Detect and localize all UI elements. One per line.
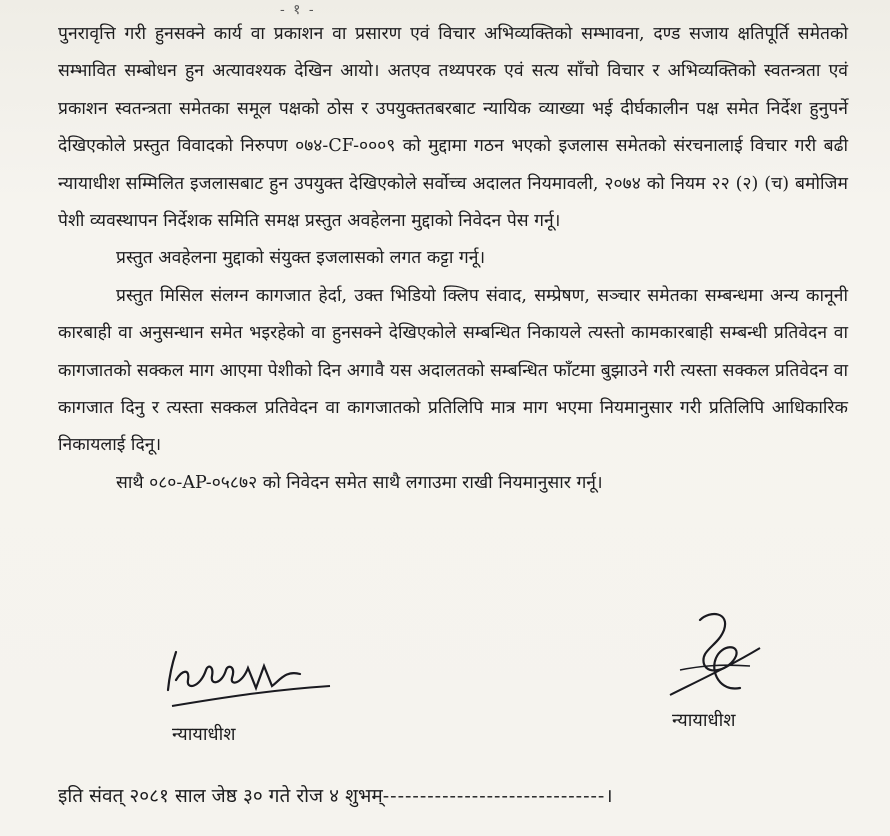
page-top-mark: - १ - [280,2,316,18]
order-body [58,16,848,502]
left-judge-label: न्यायाधीश [172,724,236,745]
paragraph-quash-bench: प्रस्तुत अवहेलना मुद्दाको संयुक्त इजलासको लगत कट्टा गर्नू। [116,248,486,269]
left-signature-icon [160,640,340,715]
closing-date-text: इति संवत् २०८१ साल जेष्ठ ३० गते रोज ४ शुभम् [58,785,383,807]
paragraph-referral: पुनरावृत्ति गरी हुनसक्ने कार्य वा प्रकाशन वा प्रसारण एवं विचार अभिव्यक्तिको सम्भावना, दण्ड सजाय क्षतिपूर्ति समेतको सम्भावित सम्बोधन हुन अत्यावश्यक देखिन आयो। अतएव तथ्यपरक एवं सत्य साँचो विचार र अभिव्यक्तिको स्वतन्त्रता एवं प्रकाशन स्वतन्त्रता समेतका समूल पक्षको ठोस र उपयुक्ततबरबाट न्यायिक व्याख्या भई दीर्घकालीन पक्ष समेत निर्देश हुनुपर्ने देखिएकोले प्रस्तुत विवादको निरुपण ०७४-CF-०००९ को मुद्दामा गठन भएको इजलास समेतको संरचनालाई विचार गरी बढी न्यायाधीश सम्मिलित इजलासबाट हुन उपयुक्त देखिएकोले सर्वोच्च अदालत नियमावली, २०७४ को नियम २२ (२) (च) बमोजिम पेशी व्यवस्थापन निर्देशक समिति समक्ष प्रस्तुत अवहेलना मुद्दाको निवेदन पेस गर्नू। [58,24,848,232]
paragraph-joined-petition: साथै ०८०-AP-०५८७२ को निवेदन समेत साथै लगाउमा राखी नियमानुसार गर्नू। [116,472,603,493]
paragraph-documents: प्रस्तुत मिसिल संलग्न कागजात हेर्दा, उक्त भिडियो क्लिप संवाद, सम्प्रेषण, सञ्चार समेतका सम्बन्धमा अन्य कानूनी कारबाही वा अनुसन्धान समेत भइरहेको वा हुनसक्ने देखिएकोले सम्बन्धित निकायले त्यस्तो कामकारबाही सम्बन्धी प्रतिवेदन वा कागजातको सक्कल माग आएमा पेशीको दिन अगावै यस अदालतको सम्बन्धित फाँटमा बुझाउने गरी त्यस्ता सक्कल प्रतिवेदन वा कागजात दिनु र त्यस्ता सक्कल प्रतिवेदन वा कागजातको प्रतिलिपि मात्र माग भएमा नियमानुसार गरी प्रतिलिपि आधिकारिक निकायलाई दिनू। [58,285,848,456]
right-signature-image [660,600,780,710]
closing-dashes: ------------------------------। [382,785,614,807]
right-judge-label: न्यायाधीश [672,710,736,731]
right-signature-icon [660,600,780,710]
closing-line [58,782,838,808]
left-signature-image [160,640,340,715]
